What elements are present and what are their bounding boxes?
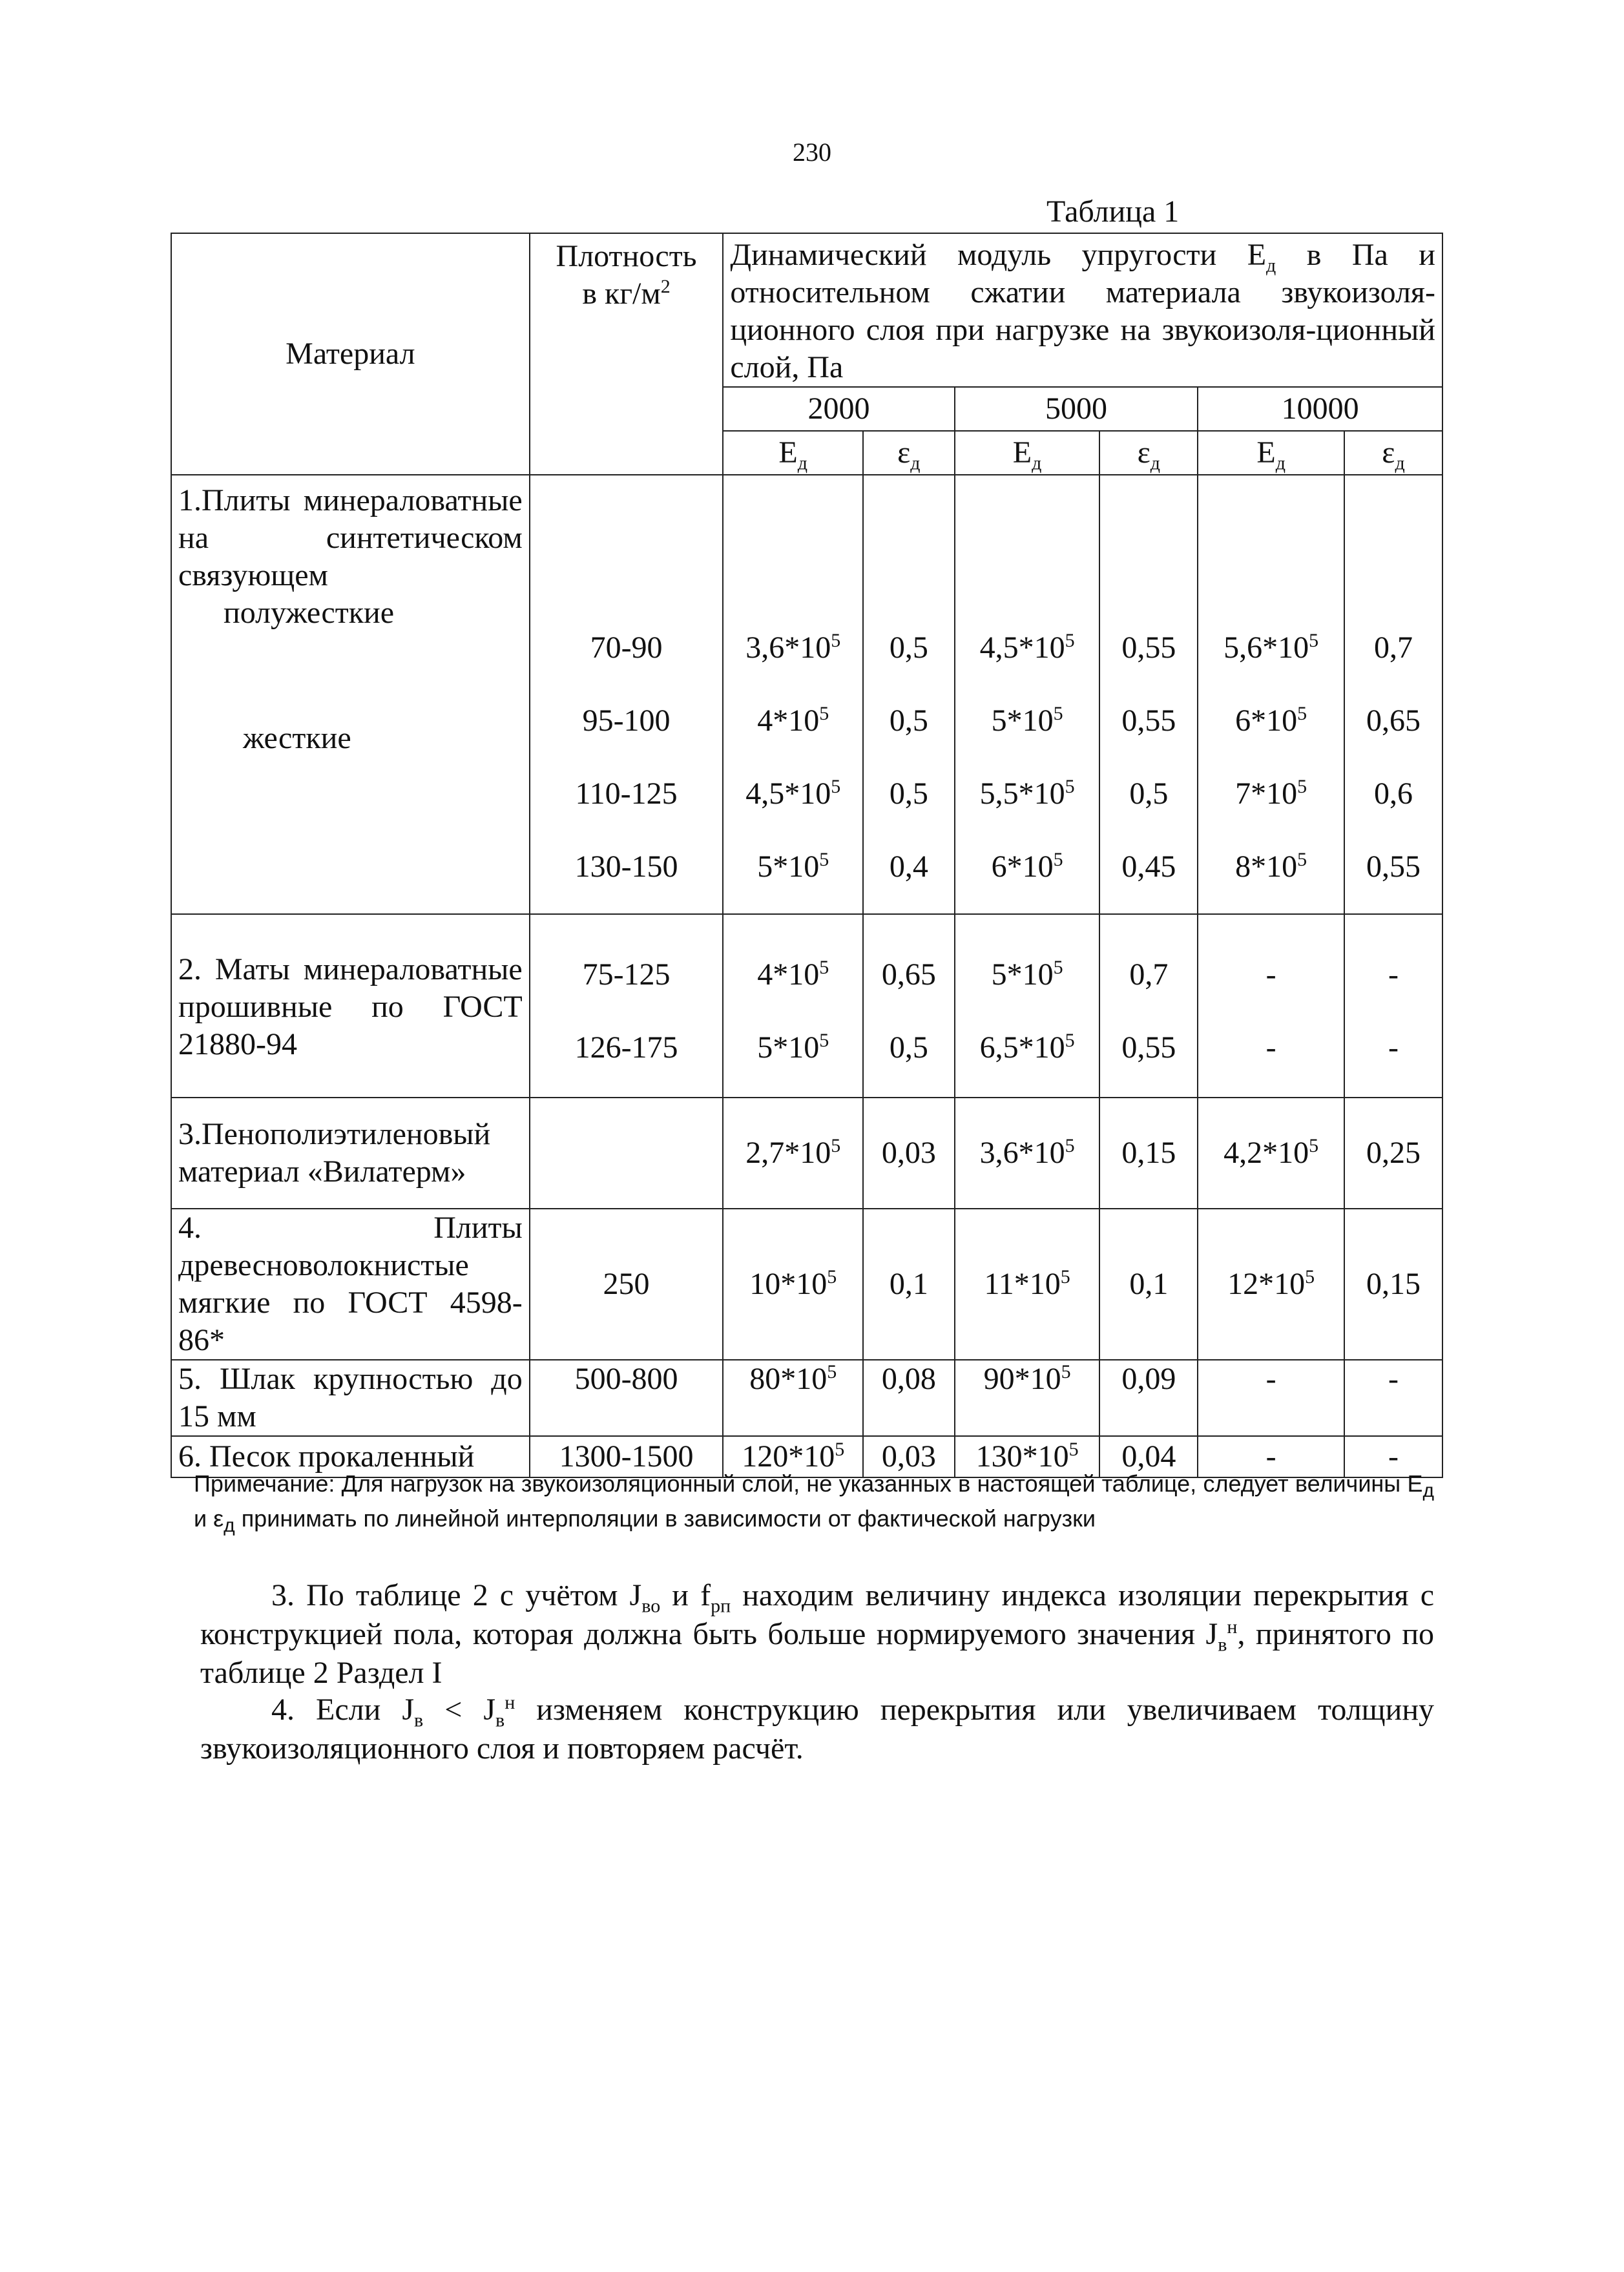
eps-10000-cell: - <box>1344 1436 1442 1477</box>
material-cell: 6. Песок прокаленный <box>171 1436 530 1477</box>
e-10000-cell: $4,2*10^5$ <box>1198 1098 1344 1209</box>
table-row <box>171 475 1442 914</box>
table-row <box>171 914 1442 1098</box>
header-load-5000: 5000 <box>955 387 1198 431</box>
table-row <box>171 1098 1442 1209</box>
header-e-2000: $Е_д$ <box>723 431 863 475</box>
header-row <box>171 233 1442 387</box>
table-row <box>171 1209 1442 1360</box>
e-5000-cell: $11*10^5$ <box>955 1209 1100 1360</box>
eps-5000-cell: 0,04 <box>1099 1436 1198 1477</box>
paragraph-4: 4. Если $J_в < J_в^н$ изменяем конструкцию перекрытия или увеличиваем толщину звукоизоляционного слоя и повторяем расчёт. <box>200 1692 1435 1766</box>
eps-2000-cell: 0,5 0,5 0,5 0,4 <box>863 475 955 914</box>
e-10000-cell: - <box>1198 1436 1344 1477</box>
eps-10000-cell: 0,7 0,65 0,6 0,55 <box>1344 475 1442 914</box>
header-eps-5000: $\varepsilon_д$ <box>1099 431 1198 475</box>
header-density: Плотность в $кг/м^2$ <box>530 233 724 475</box>
e-5000-cell: $130*10^5$ <box>955 1436 1100 1477</box>
e-2000-cell: $80*10^5$ <box>723 1360 863 1436</box>
e-2000-cell: $4*10^5$ $5*10^5$ <box>723 914 863 1098</box>
eps-5000-cell: 0,1 <box>1099 1209 1198 1360</box>
page-number: 230 <box>793 138 831 167</box>
eps-2000-cell: 0,1 <box>863 1209 955 1360</box>
e-5000-cell: $3,6*10^5$ <box>955 1098 1100 1209</box>
e-5000-cell: $90*10^5$ <box>955 1360 1100 1436</box>
e-2000-cell: $120*10^5$ <box>723 1436 863 1477</box>
table-caption: Таблица 1 <box>1046 194 1180 229</box>
density-cell: 75-125 126-175 <box>530 914 724 1098</box>
table-row <box>171 1360 1442 1436</box>
header-eps-2000: $\varepsilon_д$ <box>863 431 955 475</box>
density-cell: 250 <box>530 1209 724 1360</box>
header-load-10000: 10000 <box>1198 387 1442 431</box>
e-10000-cell: $5,6*10^5$ $6*10^5$ $7*10^5$ $8*10^5$ <box>1198 475 1344 914</box>
material-cell: 1.Плиты минераловатные на синтетическом связующем полужесткие жесткие <box>171 475 530 914</box>
header-load-2000: 2000 <box>723 387 954 431</box>
e-5000-cell: $4,5*10^5$ $5*10^5$ $5,5*10^5$ $6*10^5$ <box>955 475 1100 914</box>
e-10000-cell: $12*10^5$ <box>1198 1209 1344 1360</box>
density-cell: 70-90 95-100 110-125 130-150 <box>530 475 724 914</box>
e-10000-cell: - - <box>1198 914 1344 1098</box>
eps-5000-cell: 0,15 <box>1099 1098 1198 1209</box>
eps-10000-cell: - <box>1344 1360 1442 1436</box>
eps-10000-cell: 0,25 <box>1344 1098 1442 1209</box>
eps-2000-cell: 0,03 <box>863 1098 955 1209</box>
eps-5000-cell: 0,09 <box>1099 1360 1198 1436</box>
e-5000-cell: $5*10^5$ $6,5*10^5$ <box>955 914 1100 1098</box>
eps-10000-cell: 0,15 <box>1344 1209 1442 1360</box>
eps-2000-cell: 0,03 <box>863 1436 955 1477</box>
header-eps-10000: $\varepsilon_д$ <box>1344 431 1442 475</box>
density-cell: 1300-1500 <box>530 1436 724 1477</box>
paragraph-3: 3. По таблице 2 с учётом $J_{во}$ и $f_{рп}$ находим величину индекса изоляции перекрытия с конструкцией пола, которая должна быть больше нормируемого значения $J_в^н$, принятого по таблице 2 Раздел I <box>200 1578 1435 1690</box>
table-note: Примечание: Для нагрузок на звукоизоляционный слой, не указанных в настоящей таблице, следует величины $Е_д$ и $\varepsilon_д$ принимать по линейной интерполяции в зависимости от фактической нагрузки <box>194 1470 1434 1537</box>
eps-5000-cell: 0,7 0,55 <box>1099 914 1198 1098</box>
header-modulus: Динамический модуль упругости $Е_д$ в Па и относительном сжатии материала звукоизоля-ционного слоя при нагрузке на звукоизоля-ционный слой, Па <box>723 233 1442 387</box>
density-cell: 500-800 <box>530 1360 724 1436</box>
density-cell <box>530 1098 724 1209</box>
e-2000-cell: $3,6*10^5$ $4*10^5$ $4,5*10^5$ $5*10^5$ <box>723 475 863 914</box>
e-2000-cell: $2,7*10^5$ <box>723 1098 863 1209</box>
elasticity-table <box>171 233 1443 1478</box>
header-e-5000: $Е_д$ <box>955 431 1100 475</box>
eps-5000-cell: 0,55 0,55 0,5 0,45 <box>1099 475 1198 914</box>
header-material: Материал <box>171 233 530 475</box>
eps-2000-cell: 0,08 <box>863 1360 955 1436</box>
material-cell: 4. Плиты древесноволокнистые мягкие по ГОСТ 4598-86* <box>171 1209 530 1360</box>
eps-2000-cell: 0,65 0,5 <box>863 914 955 1098</box>
material-cell: 2. Маты минераловатные прошивные по ГОСТ 21880-94 <box>171 914 530 1098</box>
eps-10000-cell: - - <box>1344 914 1442 1098</box>
material-cell: 3.Пенополиэтиленовый материал «Вилатерм» <box>171 1098 530 1209</box>
e-10000-cell: - <box>1198 1360 1344 1436</box>
e-2000-cell: $10*10^5$ <box>723 1209 863 1360</box>
material-cell: 5. Шлак крупностью до 15 мм <box>171 1360 530 1436</box>
header-e-10000: $Е_д$ <box>1198 431 1344 475</box>
